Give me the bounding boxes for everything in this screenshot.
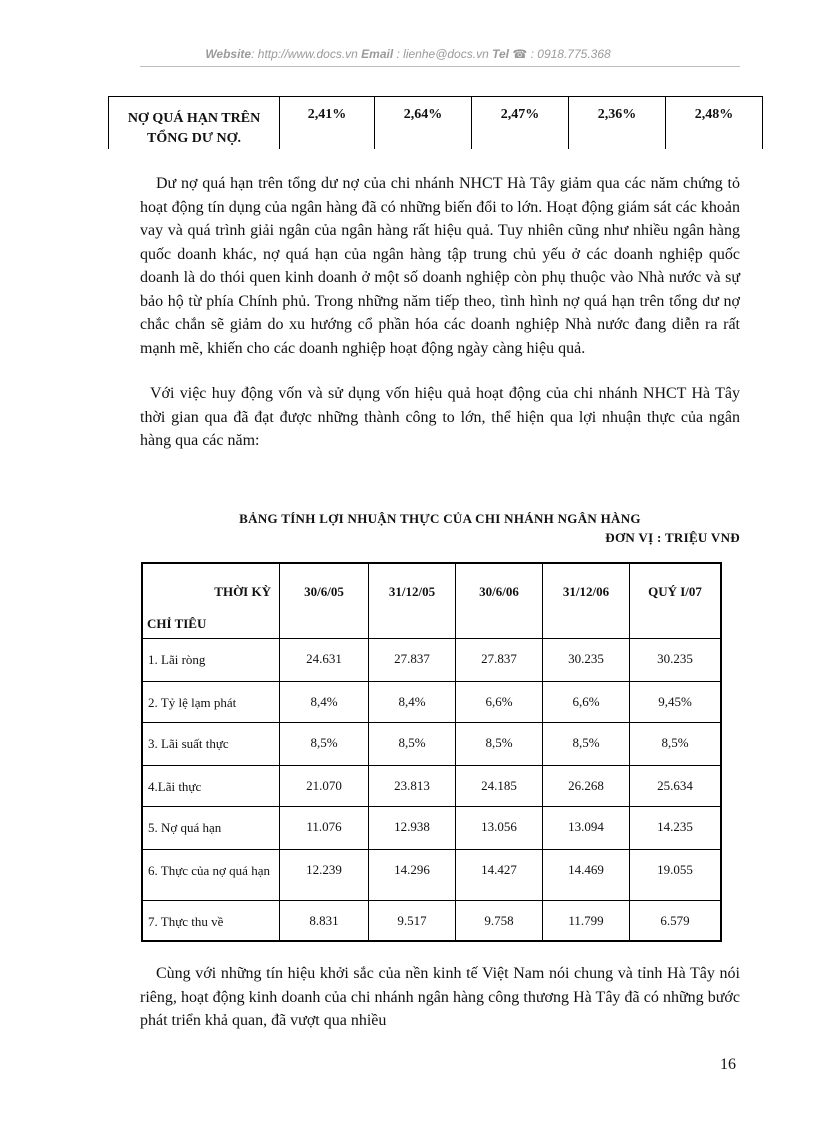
real-profit-table [141, 562, 722, 942]
overdue-ratio-value: 2,48% [666, 97, 763, 150]
table-row [142, 901, 721, 942]
table-cell: 19.055 [630, 850, 722, 901]
page-header [0, 47, 816, 61]
table-cell: 6,6% [456, 682, 543, 723]
indicator-axis-label: CHỈ TIÊU [147, 616, 207, 631]
indicator-label: 4.Lãi thực [142, 766, 280, 807]
indicator-label: 1. Lãi ròng [142, 639, 280, 682]
table-cell: 9.758 [456, 901, 543, 942]
table-cell: 27.837 [369, 639, 456, 682]
table-row [142, 639, 721, 682]
indicator-label: 2. Tỷ lệ lạm phát [142, 682, 280, 723]
period-header: 30/6/06 [456, 563, 543, 639]
table-cell: 24.631 [280, 639, 369, 682]
table-cell: 8,5% [369, 723, 456, 766]
table-cell: 27.837 [456, 639, 543, 682]
table-header-row [142, 563, 721, 639]
table-row [142, 682, 721, 723]
email-value: : lienhe@docs.vn [393, 47, 493, 61]
label-line-1: NỢ QUÁ HẠN TRÊN [127, 111, 261, 126]
table-cell: 8.831 [280, 901, 369, 942]
website-label: Website [205, 47, 252, 61]
label-line-2: TỔNG DƯ NỢ. [147, 131, 241, 146]
overdue-ratio-value: 2,47% [472, 97, 569, 150]
table-cell: 14.235 [630, 807, 722, 850]
table-cell: 14.469 [543, 850, 630, 901]
table-row [142, 807, 721, 850]
paragraph-growth: Cùng với những tín hiệu khởi sắc của nền kinh tế Việt Nam nói chung và tỉnh Hà Tây nói riêng, hoạt động kinh doanh của chi nhánh ngân hàng công thương Hà Tây đã có những bước phát triển khả quan, đã vượt qua nhiều [140, 965, 740, 1029]
table-cell: 11.076 [280, 807, 369, 850]
table-row [109, 97, 763, 150]
table-cell: 8,5% [456, 723, 543, 766]
overdue-ratio-value: 2,64% [375, 97, 472, 150]
indicator-label: 5. Nợ quá hạn [142, 807, 280, 850]
overdue-ratio-label [109, 97, 280, 150]
overdue-ratio-value: 2,36% [569, 97, 666, 150]
overdue-ratio-value: 2,41% [280, 97, 375, 150]
tel-label: Tel [492, 47, 509, 61]
website-value: : http://www.docs.vn [251, 47, 362, 61]
corner-header [142, 563, 280, 639]
page-number: 16 [720, 1056, 736, 1073]
table-cell: 12.938 [369, 807, 456, 850]
indicator-label: 7. Thực thu về [142, 901, 280, 942]
table-cell: 13.056 [456, 807, 543, 850]
table-cell: 14.427 [456, 850, 543, 901]
period-header: QUÝ I/07 [630, 563, 722, 639]
table-unit: ĐƠN VỊ : TRIỆU VNĐ [605, 530, 740, 545]
tel-value: ☎ : 0918.775.368 [508, 47, 611, 61]
table-cell: 8,4% [369, 682, 456, 723]
table-cell: 6,6% [543, 682, 630, 723]
table-cell: 21.070 [280, 766, 369, 807]
email-label: Email [361, 47, 394, 61]
period-header: 31/12/05 [369, 563, 456, 639]
table-cell: 14.296 [369, 850, 456, 901]
table-row [142, 766, 721, 807]
table-row [142, 723, 721, 766]
table-cell: 8,5% [543, 723, 630, 766]
table-cell: 9.517 [369, 901, 456, 942]
header-divider [140, 66, 740, 67]
table-cell: 13.094 [543, 807, 630, 850]
table-cell: 26.268 [543, 766, 630, 807]
table-title: BẢNG TÍNH LỢI NHUẬN THỰC CỦA CHI NHÁNH NGÂN HÀNG [239, 511, 641, 526]
table-cell: 6.579 [630, 901, 722, 942]
table-body [142, 639, 721, 942]
period-axis-label: THỜI KỲ [214, 584, 271, 599]
table-cell: 23.813 [369, 766, 456, 807]
table-cell: 30.235 [543, 639, 630, 682]
table-cell: 8,5% [280, 723, 369, 766]
paragraph-capital-usage: Với việc huy động vốn và sử dụng vốn hiệu quả hoạt động của chi nhánh NHCT Hà Tây thời gian qua đã đạt được những thành công to lớn, thể hiện qua lợi nhuận thực của ngân hàng qua các năm: [140, 385, 740, 449]
table-cell: 8,5% [630, 723, 722, 766]
table-cell: 8,4% [280, 682, 369, 723]
indicator-label: 3. Lãi suất thực [142, 723, 280, 766]
table-cell: 9,45% [630, 682, 722, 723]
indicator-label: 6. Thực của nợ quá hạn [142, 850, 280, 901]
table-cell: 11.799 [543, 901, 630, 942]
period-header: 30/6/05 [280, 563, 369, 639]
table-row [142, 850, 721, 901]
overdue-ratio-table [108, 96, 763, 149]
table-cell: 30.235 [630, 639, 722, 682]
table-cell: 24.185 [456, 766, 543, 807]
period-header: 31/12/06 [543, 563, 630, 639]
table-cell: 12.239 [280, 850, 369, 901]
table-cell: 25.634 [630, 766, 722, 807]
paragraph-overdue-analysis: Dư nợ quá hạn trên tổng dư nợ của chi nhánh NHCT Hà Tây giảm qua các năm chứng tỏ hoạt động tín dụng của ngân hàng đã có những biến đổi to lớn. Hoạt động giám sát các khoản vay và quá trình giải ngân của ngân hàng rất hiệu quả. Tuy nhiên cũng như nhiều ngân hàng quốc doanh khác, nợ quá hạn của ngân hàng tập trung chủ yếu ở các doanh nghiệp quốc doanh là do thói quen kinh doanh ở một số doanh nghiệp còn phụ thuộc vào Nhà nước và sự bảo hộ từ phía Chính phủ. Trong những năm tiếp theo, tình hình nợ quá hạn trên tổng dư nợ chắc chắn sẽ giảm do xu hướng cổ phần hóa các doanh nghiệp Nhà nước đang diễn ra rất mạnh mẽ, khiến cho các doanh nghiệp hoạt động ngày càng hiệu quả. [140, 175, 740, 357]
